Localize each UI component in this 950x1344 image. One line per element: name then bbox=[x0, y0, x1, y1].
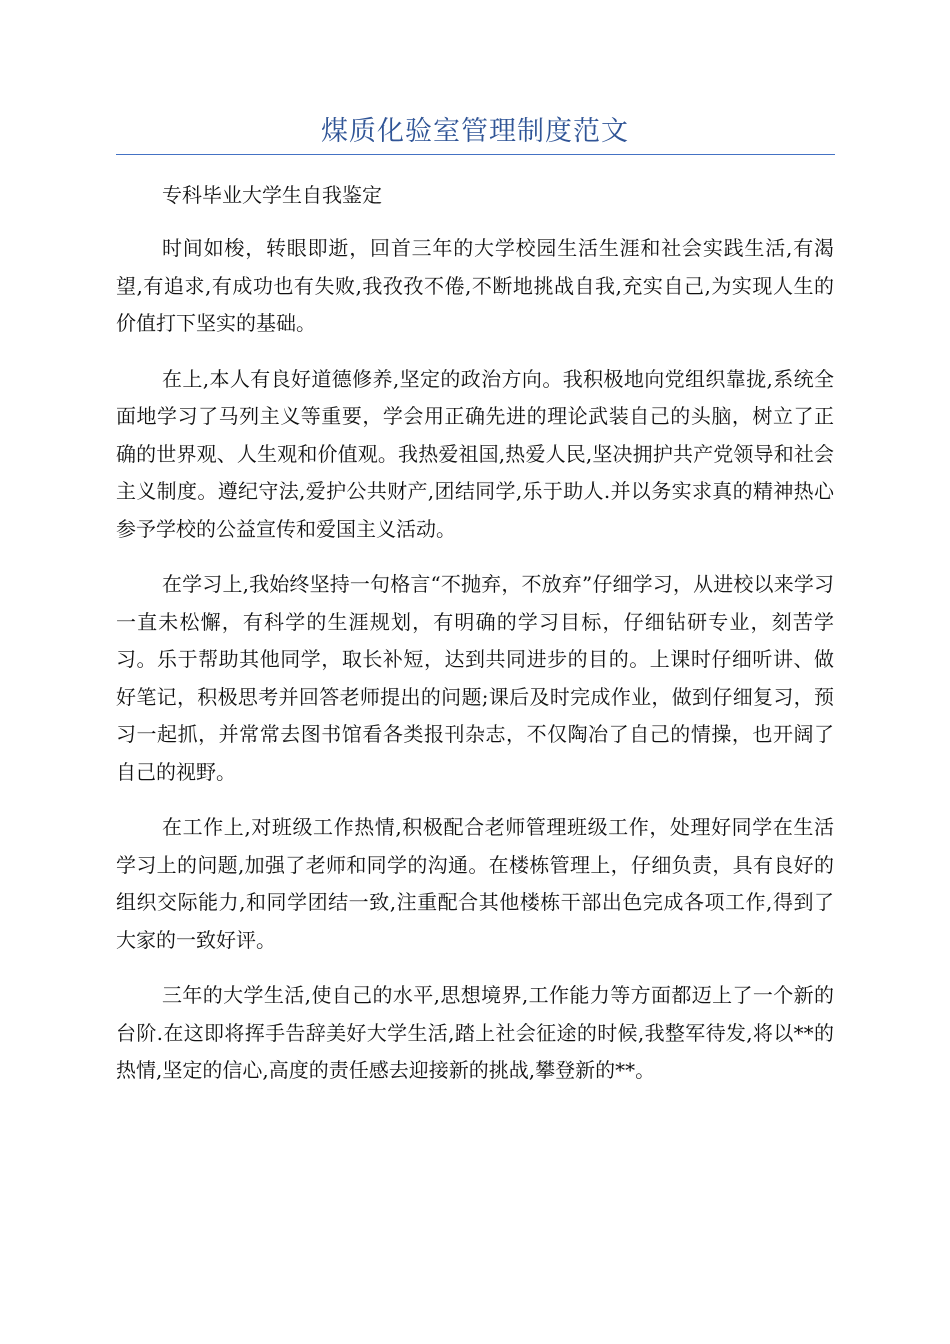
paragraph-study: 在学习上,我始终坚持一句格言“不抛弃，不放弃”仔细学习，从进校以来学习一直未松懈，有科学的生涯规划，有明确的学习目标，仔细钻研专业，刻苦学习。乐于帮助其他同学，取长补短，达到共同进步的目的。上课时仔细听讲、做好笔记，积极思考并回答老师提出的问题;课后及时完成作业，做到仔细复习，预习一起抓，并常常去图书馆看各类报刊杂志，不仅陶冶了自己的情操，也开阔了自己的视野。 bbox=[116, 572, 834, 784]
document-subtitle: 专科毕业大学生自我鉴定 bbox=[162, 183, 382, 207]
document-body bbox=[116, 176, 834, 1108]
title-underline bbox=[116, 154, 835, 155]
paragraph-conclusion: 三年的大学生活,使自己的水平,思想境界,工作能力等方面都迈上了一个新的台阶.在这即将挥手告辞美好大学生活,踏上社会征途的时候,我整军待发,将以**的热情,坚定的信心,高度的责任感去迎接新的挑战,攀登新的**。 bbox=[116, 983, 834, 1082]
paragraph-intro: 时间如梭，转眼即逝，回首三年的大学校园生活生涯和社会实践生活,有渴望,有追求,有成功也有失败,我孜孜不倦,不断地挑战自我,充实自己,为实现人生的价值打下坚实的基础。 bbox=[116, 236, 834, 335]
paragraph-politics: 在上,本人有良好道德修养,坚定的政治方向。我积极地向党组织靠拢,系统全面地学习了马列主义等重要，学会用正确先进的理论武装自己的头脑，树立了正确的世界观、人生观和价值观。我热爱祖国,热爱人民,坚决拥护共产党领导和社会主义制度。遵纪守法,爱护公共财产,团结同学,乐于助人.并以务实求真的精神热心参予学校的公益宣传和爱国主义活动。 bbox=[116, 366, 834, 541]
document-title: 煤质化验室管理制度范文 bbox=[321, 116, 629, 147]
paragraph-work: 在工作上,对班级工作热情,积极配合老师管理班级工作，处理好同学在生活学习上的问题,加强了老师和同学的沟通。在楼栋管理上，仔细负责，具有良好的组织交际能力,和同学团结一致,注重配合其他楼栋干部出色完成各项工作,得到了大家的一致好评。 bbox=[116, 815, 834, 952]
